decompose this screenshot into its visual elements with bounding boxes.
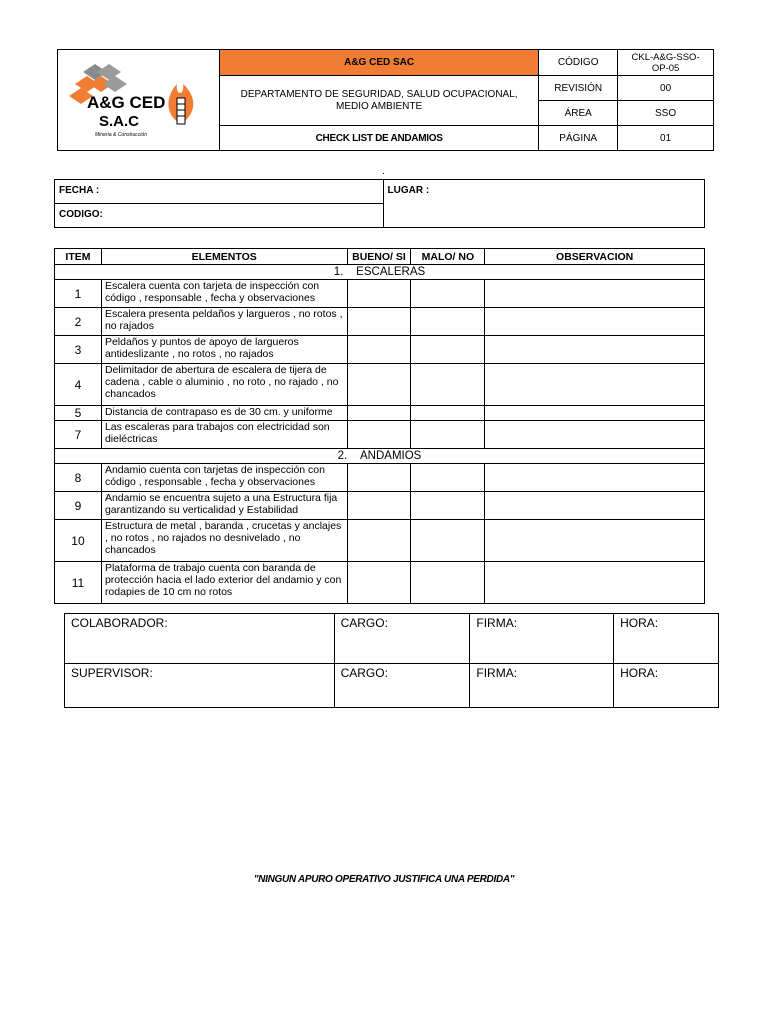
table-row <box>55 280 705 308</box>
meta-value-pagina: 01 <box>618 126 714 151</box>
malo-cell[interactable] <box>411 421 485 449</box>
bueno-cell[interactable] <box>347 406 411 421</box>
item-description: Estructura de metal , baranda , crucetas y anclajes , no rotos , no rajados no desnivelado , no chancados <box>101 520 347 562</box>
fecha-field[interactable] <box>55 180 384 204</box>
section-number: 1. <box>333 266 344 278</box>
section-title <box>55 449 705 464</box>
item-number: 11 <box>55 562 102 604</box>
fecha-label: FECHA : <box>59 185 100 196</box>
item-number: 5 <box>55 406 102 421</box>
logo-line1: A&G CED <box>87 92 166 112</box>
bueno-cell[interactable] <box>347 336 411 364</box>
observacion-cell[interactable] <box>485 520 705 562</box>
malo-cell[interactable] <box>411 406 485 421</box>
malo-cell[interactable] <box>411 308 485 336</box>
bueno-cell[interactable] <box>347 492 411 520</box>
logo-line2: S.A.C <box>99 112 140 130</box>
item-description: Andamio cuenta con tarjetas de inspección con código , responsable , fecha y observaciones <box>101 464 347 492</box>
table-row <box>55 464 705 492</box>
observacion-cell[interactable] <box>485 464 705 492</box>
logo-tagline: Minería & Construcción <box>95 131 148 138</box>
malo-cell[interactable] <box>411 364 485 406</box>
signature-block <box>64 613 719 708</box>
item-number: 3 <box>55 336 102 364</box>
malo-cell[interactable] <box>411 336 485 364</box>
observacion-cell[interactable] <box>485 562 705 604</box>
malo-cell[interactable] <box>411 520 485 562</box>
observacion-cell[interactable] <box>485 280 705 308</box>
document-header <box>57 49 714 151</box>
item-description: Escalera cuenta con tarjeta de inspección con código , responsable , fecha y observaciones <box>101 280 347 308</box>
item-description: Plataforma de trabajo cuenta con baranda de protección hacia el lado exterior del andamio y con rodapies de 10 cm no rotos <box>101 562 347 604</box>
bueno-cell[interactable] <box>347 520 411 562</box>
item-description: Escalera presenta peldaños y largueros , no rotos , no rajados <box>101 308 347 336</box>
cargo-field[interactable]: CARGO: <box>334 614 470 664</box>
observacion-cell[interactable] <box>485 406 705 421</box>
hora-field[interactable]: HORA: <box>614 664 719 708</box>
codigo-field[interactable] <box>55 204 384 228</box>
cargo-field[interactable]: CARGO: <box>334 664 470 708</box>
colaborador-field[interactable]: COLABORADOR: <box>65 614 335 664</box>
section-row-andamios <box>55 449 705 464</box>
section-name: ANDAMIOS <box>360 450 422 462</box>
table-row <box>55 562 705 604</box>
bueno-cell[interactable] <box>347 421 411 449</box>
section-name: ESCALERAS <box>356 266 426 278</box>
company-name: A&G CED SAC <box>219 50 538 76</box>
col-header-elementos: ELEMENTOS <box>101 249 347 265</box>
item-number: 1 <box>55 280 102 308</box>
meta-value-codigo: CKL-A&G-SSO-OP-05 <box>618 50 714 76</box>
item-number: 7 <box>55 421 102 449</box>
table-row <box>55 364 705 406</box>
malo-cell[interactable] <box>411 492 485 520</box>
supervisor-field[interactable]: SUPERVISOR: <box>65 664 335 708</box>
checklist-table <box>54 248 705 604</box>
bueno-cell[interactable] <box>347 364 411 406</box>
bueno-cell[interactable] <box>347 464 411 492</box>
section-number: 2. <box>337 450 348 462</box>
item-number: 9 <box>55 492 102 520</box>
signature-row-supervisor <box>65 664 719 708</box>
table-row <box>55 406 705 421</box>
table-header-row <box>55 249 705 265</box>
meta-value-area: SSO <box>618 101 714 126</box>
observacion-cell[interactable] <box>485 364 705 406</box>
firma-field[interactable]: FIRMA: <box>470 664 614 708</box>
lugar-label: LUGAR : <box>387 185 430 196</box>
item-description: Distancia de contrapaso es de 30 cm. y uniforme <box>101 406 347 421</box>
signature-row-colaborador <box>65 614 719 664</box>
section-title <box>55 265 705 280</box>
stray-dot: . <box>382 166 385 177</box>
item-description: Las escaleras para trabajos con electricidad son dieléctricas <box>101 421 347 449</box>
meta-label-revision: REVISIÓN <box>539 76 618 101</box>
table-row <box>55 308 705 336</box>
observacion-cell[interactable] <box>485 421 705 449</box>
item-number: 2 <box>55 308 102 336</box>
table-row <box>55 520 705 562</box>
meta-label-codigo: CÓDIGO <box>539 50 618 76</box>
meta-value-revision: 00 <box>618 76 714 101</box>
bueno-cell[interactable] <box>347 562 411 604</box>
document-title: CHECK LIST DE ANDAMIOS <box>219 126 538 151</box>
item-number: 10 <box>55 520 102 562</box>
bueno-cell[interactable] <box>347 280 411 308</box>
bueno-cell[interactable] <box>347 308 411 336</box>
observacion-cell[interactable] <box>485 492 705 520</box>
meta-label-pagina: PÁGINA <box>539 126 618 151</box>
item-number: 8 <box>55 464 102 492</box>
lugar-field[interactable] <box>383 180 705 228</box>
malo-cell[interactable] <box>411 464 485 492</box>
table-row <box>55 492 705 520</box>
info-block <box>54 179 705 228</box>
item-number: 4 <box>55 364 102 406</box>
malo-cell[interactable] <box>411 280 485 308</box>
table-row <box>55 421 705 449</box>
table-row <box>55 336 705 364</box>
item-description: Delimitador de abertura de escalera de tijera de cadena , cable o aluminio , no roto , no rajado , no chancados <box>101 364 347 406</box>
item-description: Peldaños y puntos de apoyo de largueros antideslizante , no rotos , no rajados <box>101 336 347 364</box>
observacion-cell[interactable] <box>485 308 705 336</box>
col-header-malo: MALO/ NO <box>411 249 485 265</box>
col-header-observacion: OBSERVACION <box>485 249 705 265</box>
company-logo <box>58 50 220 151</box>
meta-label-area: ÁREA <box>539 101 618 126</box>
safety-motto: "NINGUN APURO OPERATIVO JUSTIFICA UNA PERDIDA" <box>253 874 515 885</box>
malo-cell[interactable] <box>411 562 485 604</box>
item-description: Andamio se encuentra sujeto a una Estructura fija garantizando su verticalidad y Estabilidad <box>101 492 347 520</box>
col-header-item: ITEM <box>55 249 102 265</box>
col-header-bueno: BUENO/ SI <box>347 249 411 265</box>
observacion-cell[interactable] <box>485 336 705 364</box>
codigo-label: CODIGO: <box>59 209 103 220</box>
logo-graphic <box>63 54 213 144</box>
department-name: DEPARTAMENTO DE SEGURIDAD, SALUD OCUPACIONAL, MEDIO AMBIENTE <box>219 76 538 126</box>
firma-field[interactable]: FIRMA: <box>470 614 614 664</box>
hora-field[interactable]: HORA: <box>614 614 719 664</box>
section-row-escaleras <box>55 265 705 280</box>
